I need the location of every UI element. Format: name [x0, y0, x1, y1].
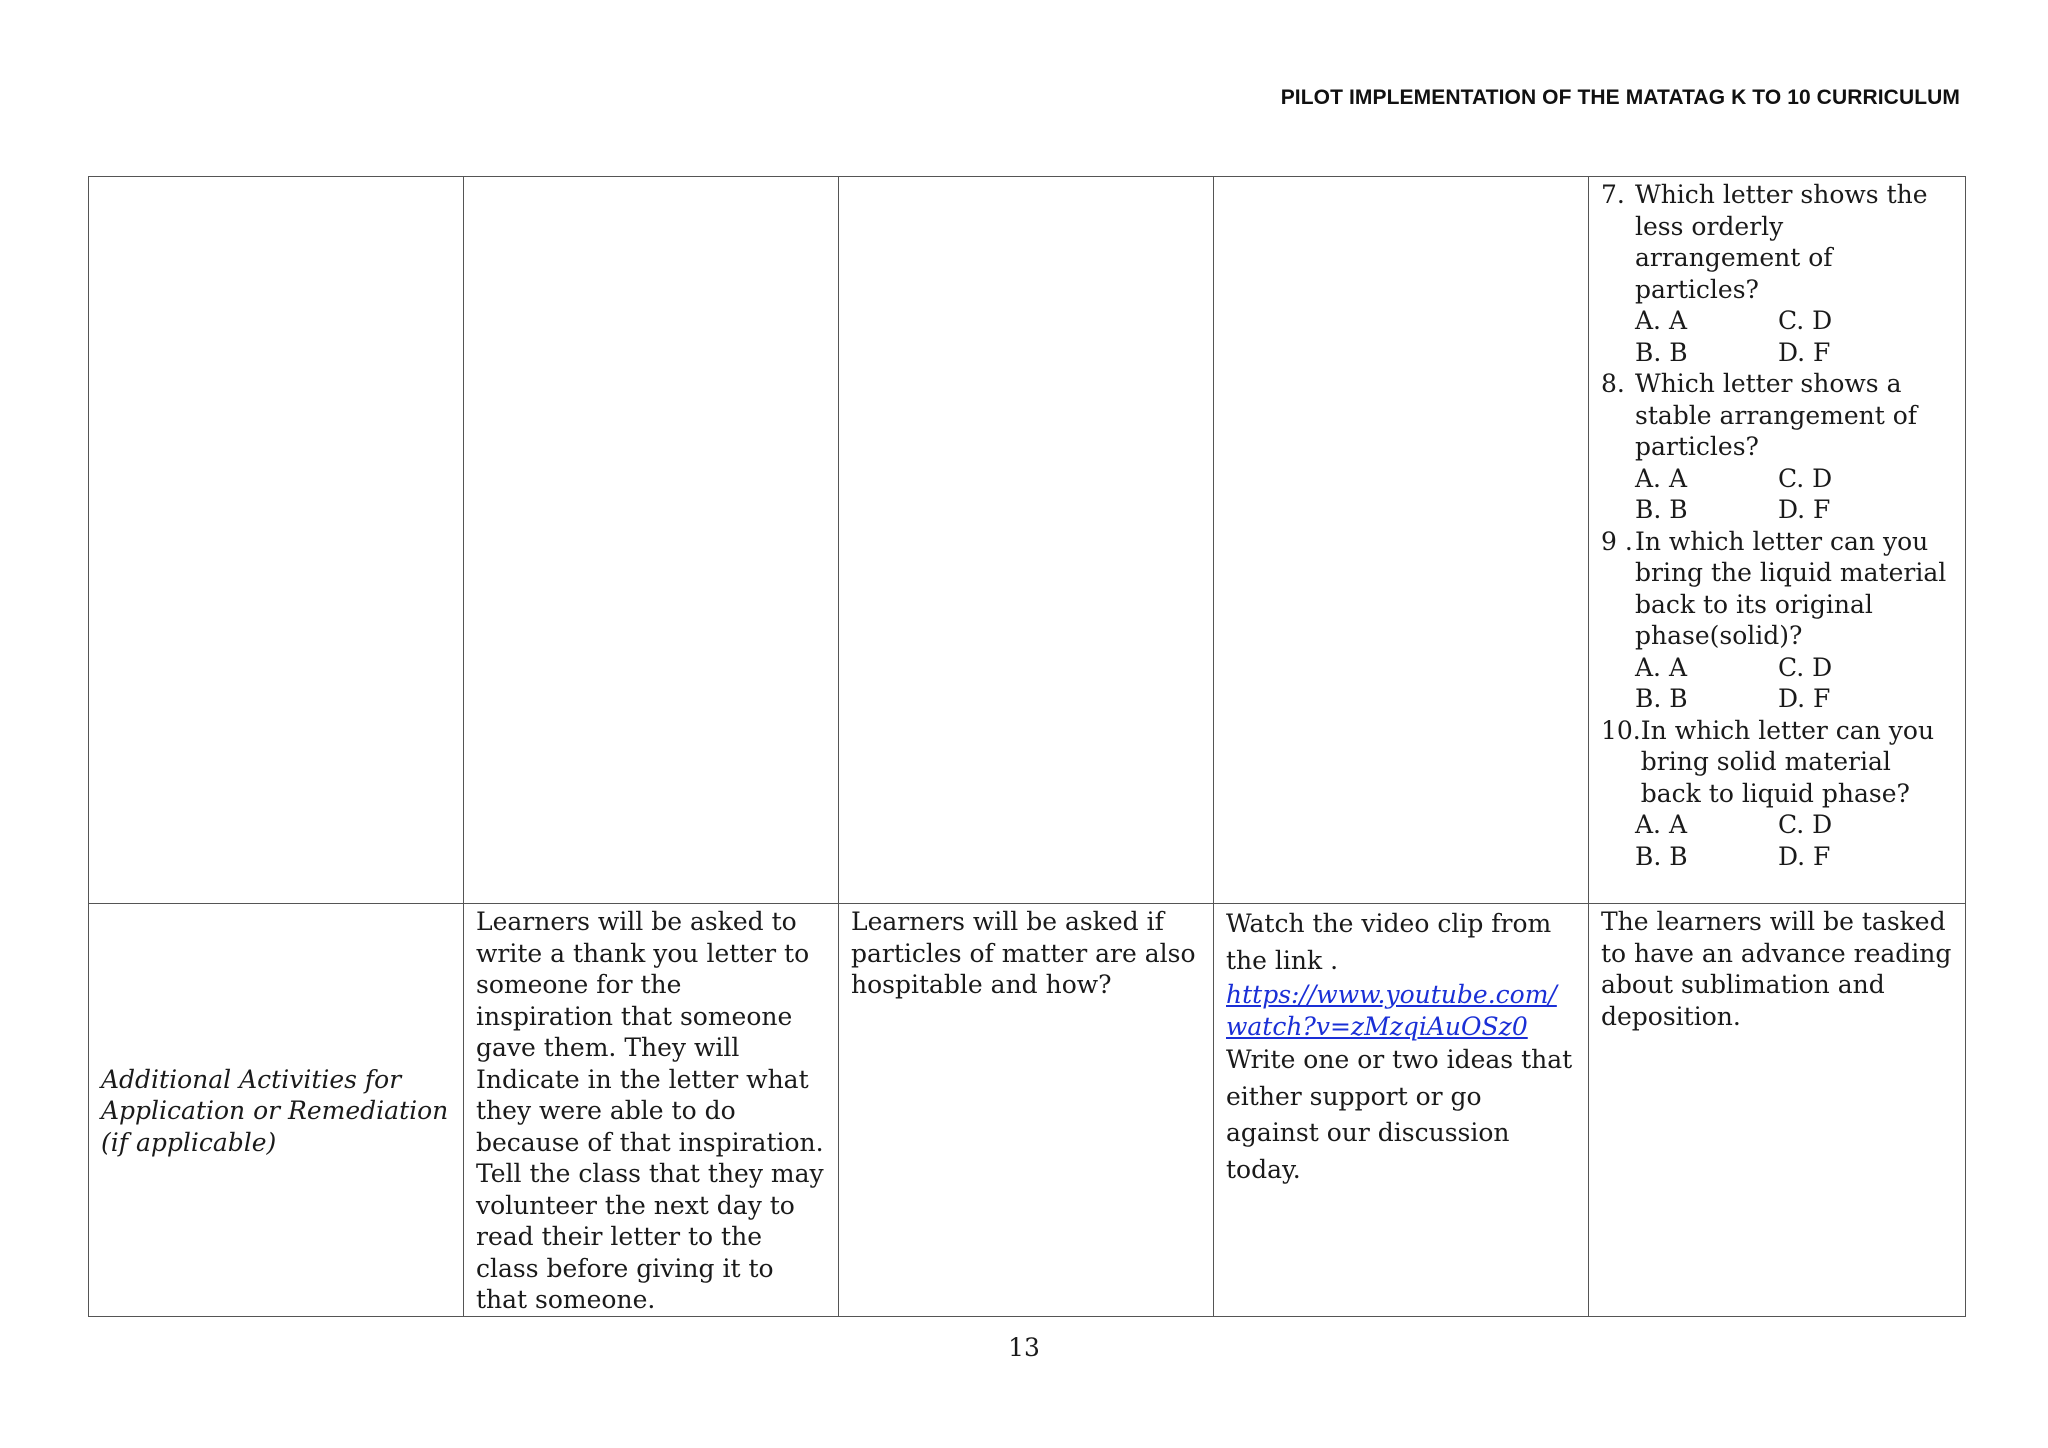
- question-text: In which letter can you bring the liquid material back to its original phase(solid)?: [1635, 526, 1947, 650]
- answer-option: D. F: [1778, 337, 1831, 367]
- answer-option: D. F: [1778, 495, 1831, 524]
- question-number: 7.: [1601, 180, 1625, 209]
- question-item: [1601, 368, 1953, 526]
- page-number: 13: [1008, 1333, 1040, 1362]
- answer-option: A. A: [1635, 810, 1688, 839]
- question-text: In which letter can you bring solid material back to liquid phase?: [1640, 715, 1935, 808]
- question-number: 8.: [1601, 369, 1625, 398]
- video-link[interactable]: https://www.youtube.com/watch?v=zMzqiAuOSz0: [1226, 980, 1557, 1041]
- question-list: [1601, 179, 1953, 872]
- day3-intro: Watch the video clip from the link .: [1226, 909, 1552, 975]
- day1-activity: Learners will be asked to write a thank you letter to someone for the inspiration that someone gave them. They will Indicate in the letter what they were able to do because of that inspiration. Tell the class that they may volunteer the next day to read their letter to the class before giving it to that someone.: [464, 904, 839, 1317]
- empty-cell: [1214, 177, 1589, 904]
- day2-activity: Learners will be asked if particles of matter are also hospitable and how?: [839, 904, 1214, 1317]
- document-header: PILOT IMPLEMENTATION OF THE MATATAG K TO 10 CURRICULUM: [1280, 86, 1960, 109]
- answer-option: D. F: [1778, 841, 1831, 871]
- empty-cell: [839, 177, 1214, 904]
- answer-option: C. D: [1778, 810, 1833, 839]
- question-number: 10.: [1601, 715, 1641, 745]
- answer-option: B. B: [1635, 841, 1688, 871]
- day3-task: Write one or two ideas that either support or go against our discussion today.: [1226, 1045, 1573, 1184]
- table-row-additional-activities: [89, 904, 1966, 1317]
- empty-cell: [89, 177, 464, 904]
- question-number: 9 .: [1601, 526, 1633, 556]
- answer-option: C. D: [1778, 306, 1833, 335]
- answer-options: [1635, 463, 1953, 526]
- question-item: [1601, 715, 1953, 873]
- question-item: [1601, 526, 1953, 715]
- answer-option: A. A: [1635, 463, 1688, 493]
- question-item: [1601, 179, 1953, 368]
- question-text: Which letter shows the less orderly arrangement of particles?: [1635, 180, 1928, 304]
- empty-cell: [464, 177, 839, 904]
- answer-options: [1635, 652, 1953, 715]
- answer-option: C. D: [1778, 463, 1833, 493]
- answer-option: B. B: [1635, 337, 1688, 367]
- question-text: Which letter shows a stable arrangement of particles?: [1635, 369, 1918, 461]
- answer-option: A. A: [1635, 652, 1688, 682]
- day4-activity: The learners will be tasked to have an advance reading about sublimation and deposition.: [1589, 904, 1966, 1317]
- answer-option: D. F: [1778, 684, 1831, 713]
- answer-options: [1635, 305, 1953, 368]
- answer-options: [1635, 809, 1953, 872]
- answer-option: C. D: [1778, 652, 1833, 682]
- answer-option: B. B: [1635, 495, 1688, 524]
- day3-activity: [1214, 904, 1589, 1317]
- lesson-plan-table: [88, 176, 1966, 1317]
- assessment-questions-cell: [1589, 177, 1966, 904]
- answer-option: A. A: [1635, 306, 1688, 335]
- table-row-assessment: [89, 177, 1966, 904]
- answer-option: B. B: [1635, 684, 1688, 713]
- row-label: Additional Activities for Application or Remediation (if applicable): [89, 904, 464, 1317]
